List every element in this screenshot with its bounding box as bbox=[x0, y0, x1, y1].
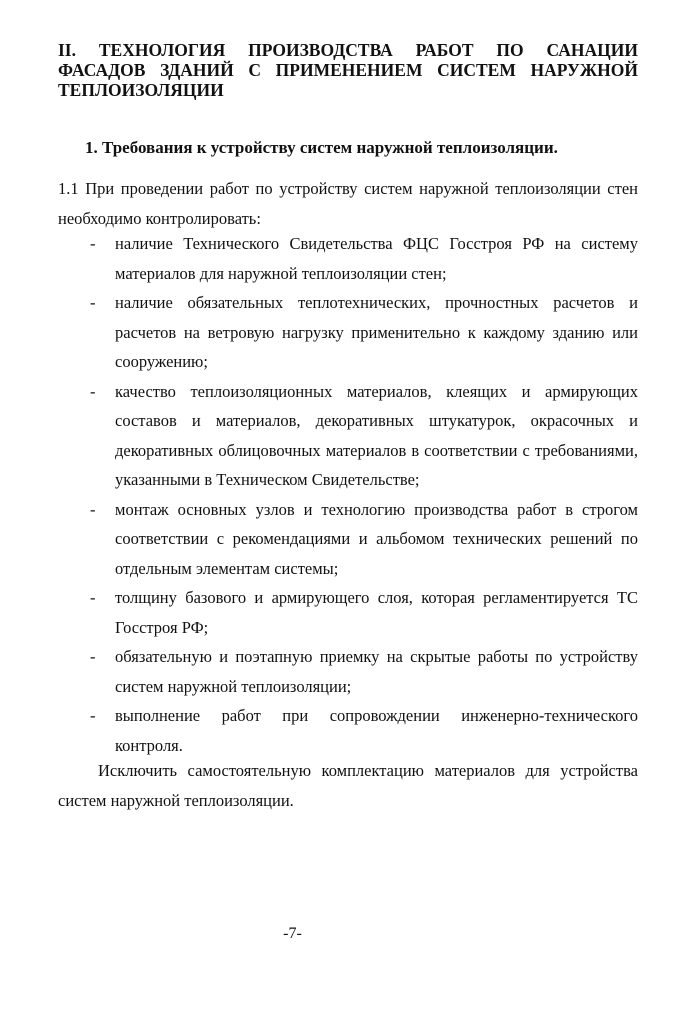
list-item-text: наличие обязательных теплотехнических, прочностных расчетов и расчетов на ветровую нагрузку применительно к каждому зданию или сооружению; bbox=[115, 293, 638, 371]
intro-paragraph bbox=[58, 174, 638, 234]
list-item-text: качество теплоизоляционных материалов, клеящих и армирующих составов и материалов, декоративных штукатурок, окрасочных и декоративных облицовочных материалов в соответствии с требованиями, указанными в Техническом Свидетельстве; bbox=[115, 381, 638, 489]
requirements-list bbox=[0, 229, 700, 760]
closing-paragraph bbox=[58, 756, 638, 816]
list-item-text: толщину базового и армирующего слоя, которая регламентируется ТС Госстроя РФ; bbox=[115, 588, 638, 637]
closing-line: Исключить самостоятельную комплектацию материалов для устройства bbox=[98, 761, 638, 780]
list-item bbox=[0, 377, 700, 495]
bullet-dash: - bbox=[90, 588, 96, 607]
intro-line: необходимо контролировать: bbox=[58, 209, 261, 228]
chapter-title-line: ФАСАДОВ ЗДАНИЙ С ПРИМЕНЕНИЕМ СИСТЕМ НАРУЖНОЙ bbox=[58, 60, 638, 80]
bullet-dash: - bbox=[90, 499, 96, 519]
list-item bbox=[0, 642, 700, 701]
list-item-text: монтаж основных узлов и технологию производства работ в строгом соответствии с рекомендациями и альбомом технических решений по отдельным элементам системы; bbox=[115, 499, 638, 578]
page-number: -7- bbox=[283, 925, 302, 942]
list-item bbox=[0, 229, 700, 288]
list-item bbox=[0, 701, 700, 760]
list-item-text: обязательную и поэтапную приемку на скрытые работы по устройству систем наружной теплоизоляции; bbox=[115, 647, 638, 696]
intro-line: 1.1 При проведении работ по устройству систем наружной теплоизоляции стен bbox=[58, 179, 638, 198]
bullet-dash: - bbox=[90, 647, 96, 666]
list-item-text: выполнение работ при сопровождении инженерно-технического контроля. bbox=[115, 706, 638, 755]
bullet-dash: - bbox=[90, 706, 96, 725]
chapter-title-line: ТЕПЛОИЗОЛЯЦИИ bbox=[58, 80, 224, 100]
list-item bbox=[0, 495, 700, 584]
bullet-dash: - bbox=[90, 381, 96, 401]
list-item bbox=[0, 288, 700, 377]
section-title: 1. Требования к устройству систем наружной теплоизоляции. bbox=[85, 138, 558, 157]
list-item bbox=[0, 583, 700, 642]
chapter-title-line: II. ТЕХНОЛОГИЯ ПРОИЗВОДСТВА РАБОТ ПО САНАЦИИ bbox=[58, 40, 638, 60]
bullet-dash: - bbox=[90, 293, 96, 312]
chapter-title bbox=[58, 40, 638, 100]
bullet-dash: - bbox=[90, 234, 96, 253]
list-item-text: наличие Технического Свидетельства ФЦС Госстроя РФ на систему материалов для наружной теплоизоляции стен; bbox=[115, 234, 638, 283]
closing-line: систем наружной теплоизоляции. bbox=[58, 791, 294, 810]
